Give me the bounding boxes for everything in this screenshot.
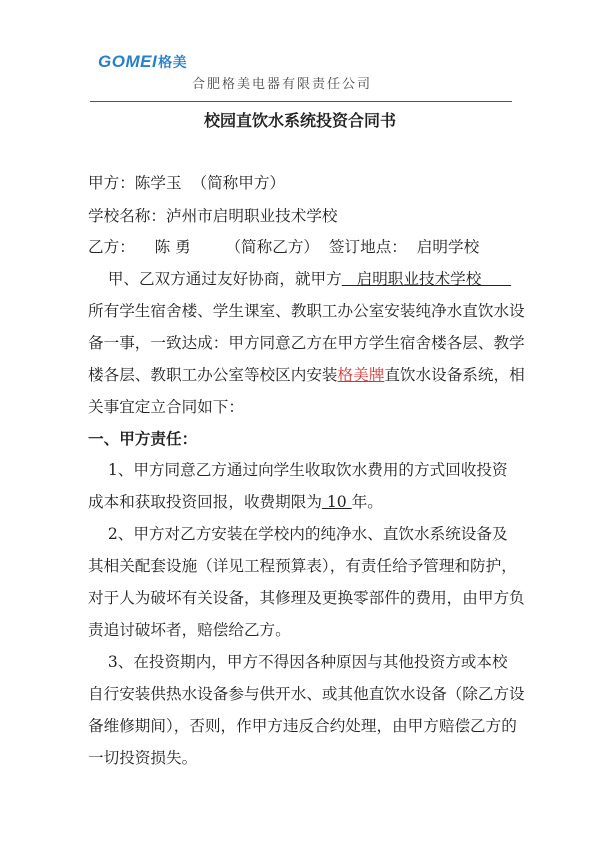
clause-line: 责追讨破坏者，赔偿给乙方。	[88, 621, 291, 639]
text: 年。	[351, 493, 383, 511]
clause-line	[88, 492, 383, 512]
clause-line: 一切投资损失。	[88, 749, 198, 767]
clause-line: 其相关配套设施（详见工程预算表），有责任给予管理和防护，	[88, 557, 517, 575]
school-fill: 启明职业技术学校	[341, 270, 512, 288]
clause-line: 自行安装供热水设备参与供开水、或其他直饮水设备（除乙方设	[88, 685, 525, 703]
party-a: 甲方：陈学玉 （简称甲方）	[88, 174, 286, 192]
text: 甲、乙双方通过友好协商，就甲方	[88, 270, 342, 288]
clause-line: 3、在投资期内，甲方不得因各种原因与其他投资方或本校	[88, 653, 508, 671]
term-years: 10	[321, 493, 352, 511]
company-name: 合肥格美电器有限责任公司	[192, 77, 373, 92]
brand-highlight: 格美牌	[337, 366, 385, 384]
clause-line: 备维修期间），否则，作甲方违反合约处理，由甲方赔偿乙方的	[88, 717, 517, 735]
intro-line	[88, 365, 525, 385]
clause-line: 2、甲方对乙方安装在学校内的纯净水、直饮水系统设备及	[88, 525, 508, 543]
section-heading: 一、甲方责任：	[88, 429, 198, 448]
clause-line: 对于人为破坏有关设备，其修理及更换零部件的费用，由甲方负	[88, 589, 525, 607]
logo-cn: 格美	[158, 54, 188, 70]
document-title: 校园直饮水系统投资合同书	[203, 111, 396, 130]
logo-text: GOMEI	[98, 52, 158, 71]
intro-line	[88, 269, 511, 289]
text: 直饮水设备系统，相	[384, 366, 525, 384]
intro-line: 关事宜定立合同如下：	[88, 398, 244, 416]
text: 成本和获取投资回报，收费期限为	[88, 493, 322, 511]
intro-line: 备一事，一致达成：甲方同意乙方在甲方学生宿舍楼各层、教学	[88, 334, 525, 352]
text: 楼各层、教职工办公室等校区内安装	[88, 366, 338, 384]
school-name: 学校名称：泸州市启明职业技术学校	[88, 207, 338, 225]
clause-line: 1、甲方同意乙方通过向学生收取饮水费用的方式回收投资	[88, 461, 508, 479]
header-divider	[90, 101, 512, 102]
gomei-logo	[98, 52, 187, 72]
intro-line: 所有学生宿舍楼、学生课室、教职工办公室安装纯净水直饮水设	[88, 302, 525, 320]
party-b: 乙方： 陈 勇 （简称乙方） 签订地点： 启明学校	[88, 238, 480, 256]
